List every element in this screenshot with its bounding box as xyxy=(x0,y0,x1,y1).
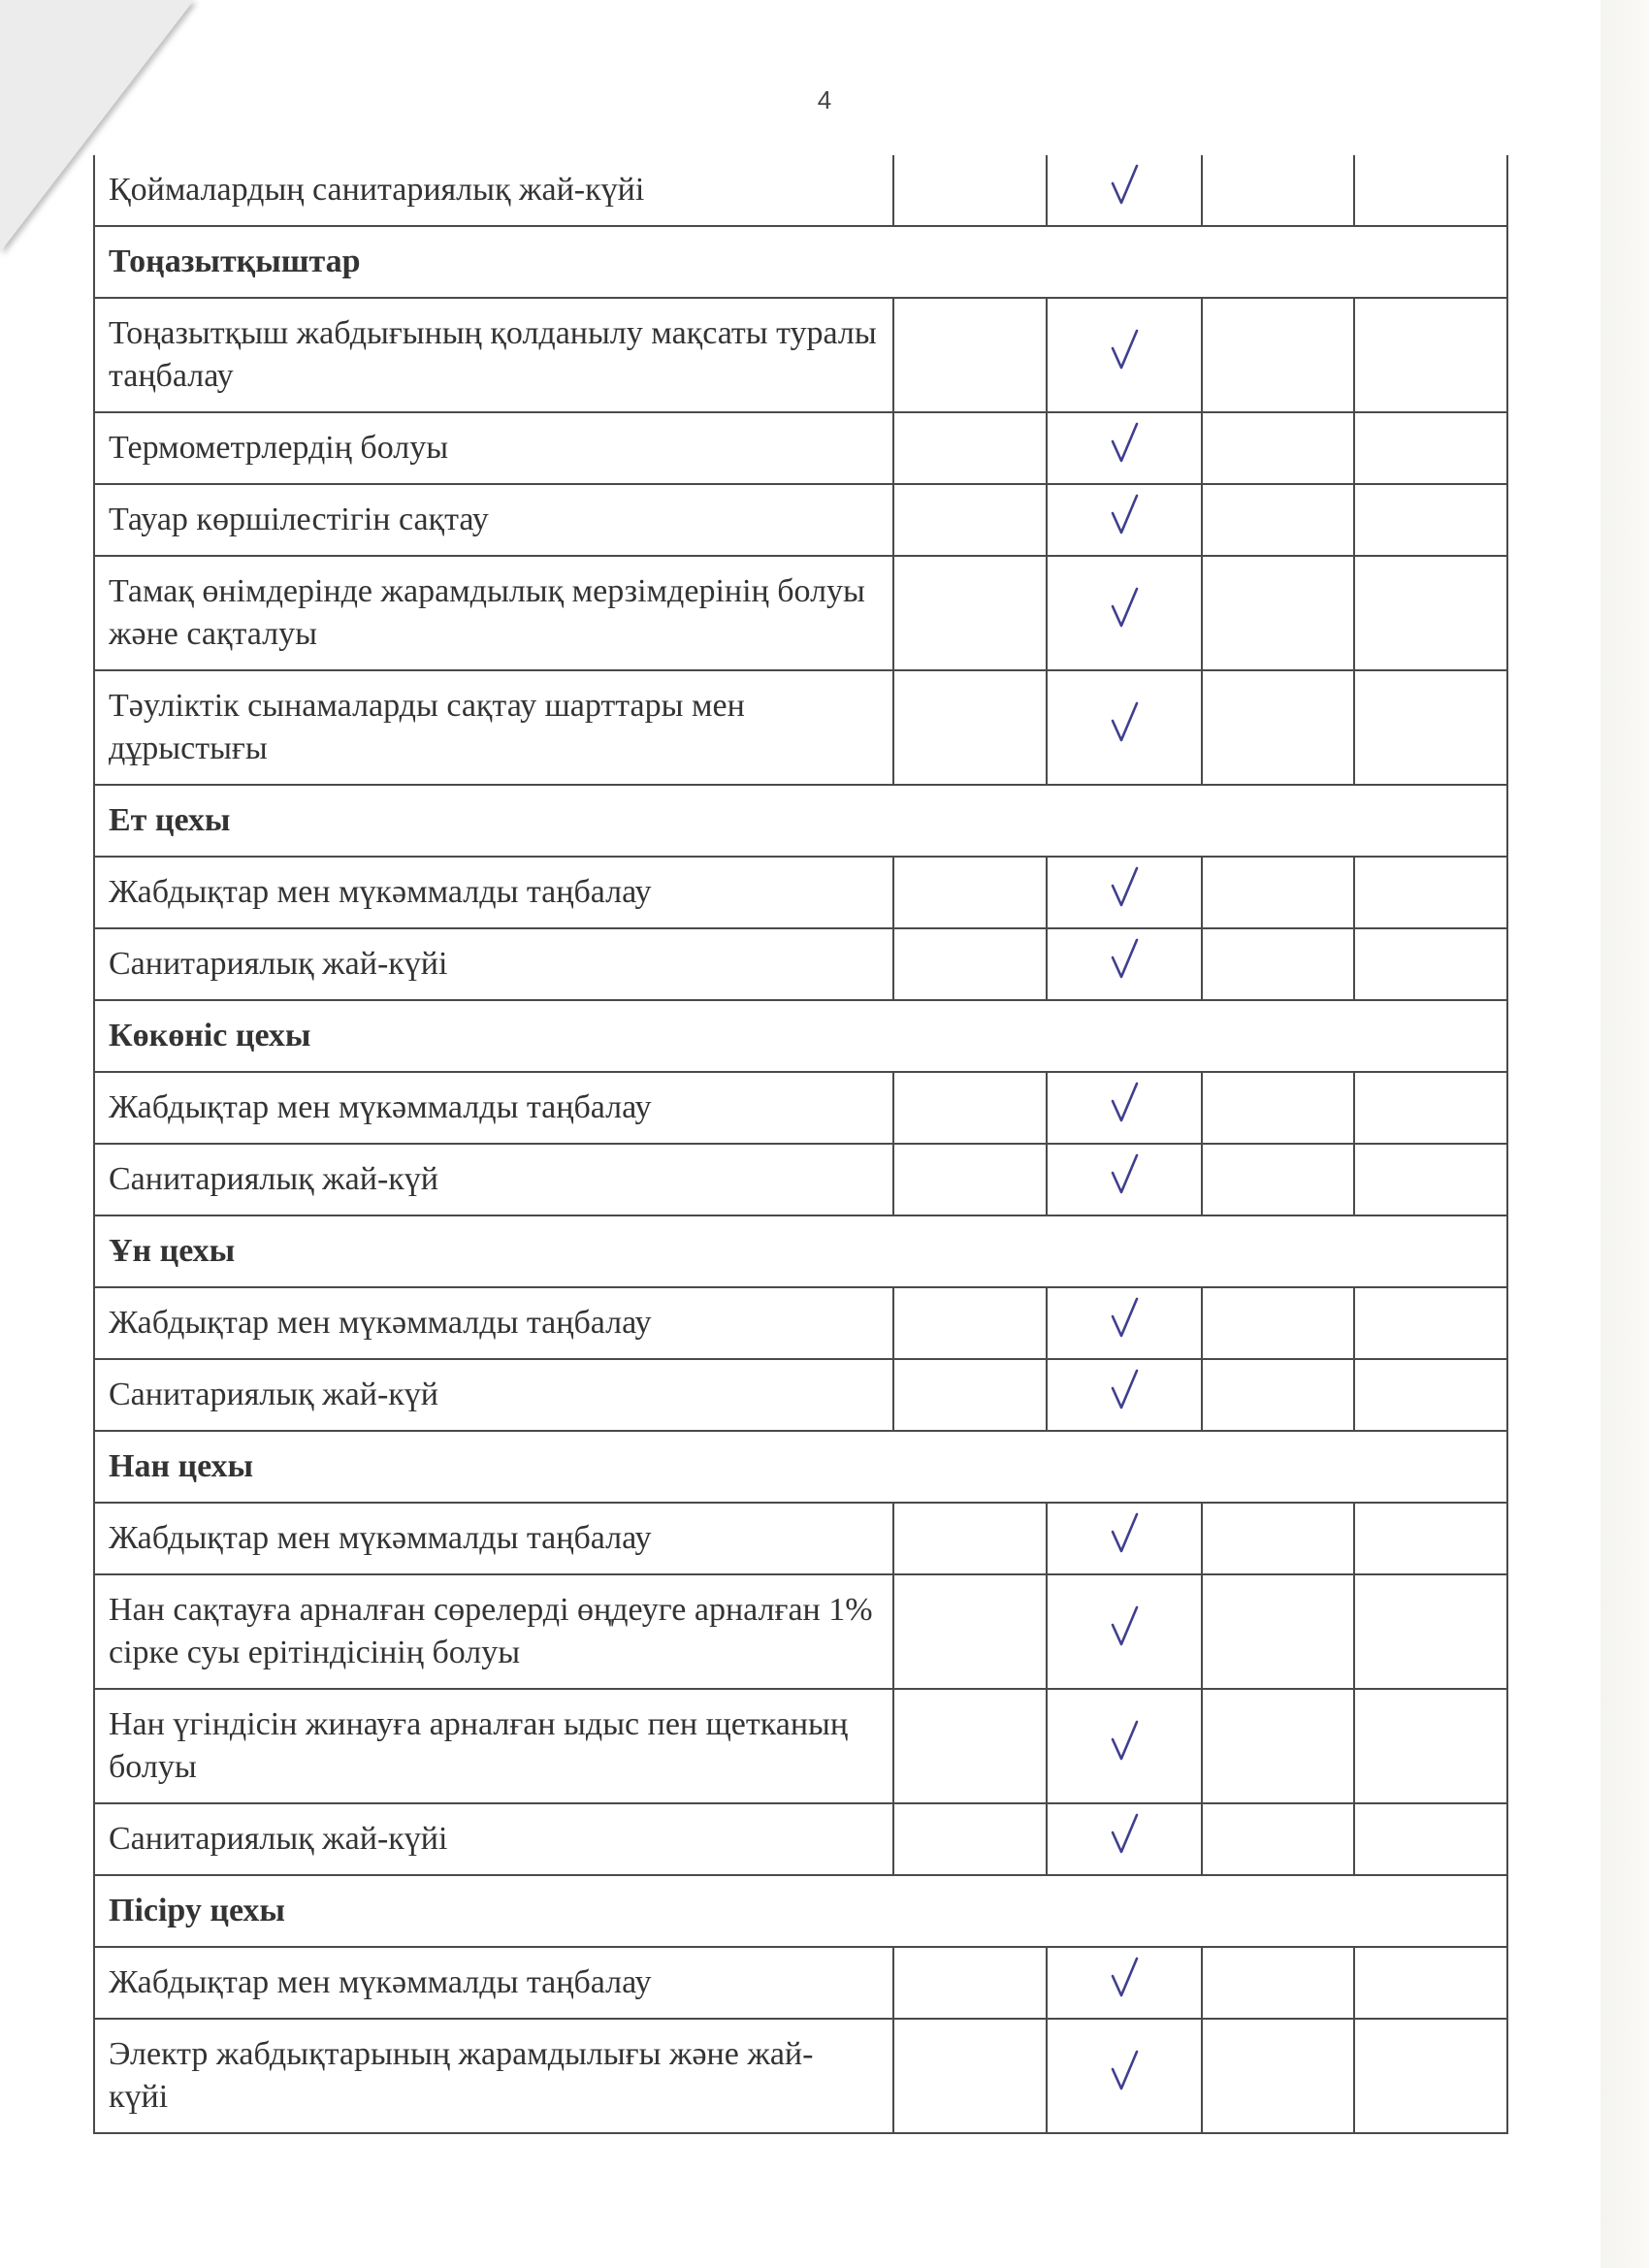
section-row xyxy=(94,226,1507,298)
mark-cell-1[interactable] xyxy=(893,857,1047,928)
mark-cell-4[interactable] xyxy=(1354,1503,1507,1574)
criterion-label: Жабдықтар мен мүкәммалды таңбалау xyxy=(94,857,893,928)
mark-cell-3[interactable] xyxy=(1202,484,1354,556)
table-row xyxy=(94,857,1507,928)
mark-cell-3[interactable] xyxy=(1202,412,1354,484)
table-row xyxy=(94,1287,1507,1359)
scan-edge xyxy=(1600,0,1649,2268)
criterion-label: Санитариялық жай-күйі xyxy=(94,1803,893,1875)
checkmark-icon xyxy=(1105,1078,1144,1126)
table-row xyxy=(94,1689,1507,1803)
mark-cell-2[interactable] xyxy=(1047,412,1202,484)
table-row xyxy=(94,1574,1507,1689)
table-row xyxy=(94,1144,1507,1215)
criterion-label: Тоңазытқыш жабдығының қолданылу мақсаты туралы таңбалау xyxy=(94,298,893,412)
section-row xyxy=(94,1875,1507,1947)
mark-cell-4[interactable] xyxy=(1354,155,1507,226)
criterion-label: Жабдықтар мен мүкәммалды таңбалау xyxy=(94,1947,893,2019)
table-row xyxy=(94,412,1507,484)
mark-cell-2[interactable] xyxy=(1047,298,1202,412)
mark-cell-4[interactable] xyxy=(1354,928,1507,1000)
mark-cell-1[interactable] xyxy=(893,556,1047,670)
mark-cell-3[interactable] xyxy=(1202,1287,1354,1359)
checkmark-icon xyxy=(1105,1809,1144,1858)
mark-cell-3[interactable] xyxy=(1202,928,1354,1000)
mark-cell-2[interactable] xyxy=(1047,1503,1202,1574)
section-heading: Тоңазытқыштар xyxy=(94,226,1507,298)
mark-cell-1[interactable] xyxy=(893,1574,1047,1689)
checkmark-icon xyxy=(1105,490,1144,538)
mark-cell-4[interactable] xyxy=(1354,857,1507,928)
checkmark-icon xyxy=(1105,1953,1144,2001)
checkmark-icon xyxy=(1105,1716,1144,1765)
table-row xyxy=(94,928,1507,1000)
mark-cell-4[interactable] xyxy=(1354,1689,1507,1803)
table-row xyxy=(94,1072,1507,1144)
criterion-label: Жабдықтар мен мүкәммалды таңбалау xyxy=(94,1287,893,1359)
mark-cell-3[interactable] xyxy=(1202,1574,1354,1689)
criterion-label: Термометрлердің болуы xyxy=(94,412,893,484)
mark-cell-2[interactable] xyxy=(1047,2019,1202,2133)
criterion-label: Нан үгіндісін жинауға арналған ыдыс пен щетканың болуы xyxy=(94,1689,893,1803)
mark-cell-4[interactable] xyxy=(1354,412,1507,484)
table-row xyxy=(94,484,1507,556)
mark-cell-3[interactable] xyxy=(1202,1359,1354,1431)
checkmark-icon xyxy=(1105,418,1144,467)
criterion-label: Электр жабдықтарының жарамдылығы және жай-күйі xyxy=(94,2019,893,2133)
criterion-label: Тәуліктік сынамаларды сақтау шарттары мен дұрыстығы xyxy=(94,670,893,785)
mark-cell-3[interactable] xyxy=(1202,2019,1354,2133)
mark-cell-2[interactable] xyxy=(1047,1803,1202,1875)
mark-cell-2[interactable] xyxy=(1047,1287,1202,1359)
mark-cell-3[interactable] xyxy=(1202,1503,1354,1574)
mark-cell-4[interactable] xyxy=(1354,1144,1507,1215)
criterion-label: Тауар көршілестігін сақтау xyxy=(94,484,893,556)
table-row xyxy=(94,298,1507,412)
mark-cell-3[interactable] xyxy=(1202,1072,1354,1144)
mark-cell-4[interactable] xyxy=(1354,1947,1507,2019)
mark-cell-3[interactable] xyxy=(1202,155,1354,226)
checkmark-icon xyxy=(1105,1365,1144,1413)
mark-cell-2[interactable] xyxy=(1047,1574,1202,1689)
mark-cell-2[interactable] xyxy=(1047,1144,1202,1215)
criterion-label: Жабдықтар мен мүкәммалды таңбалау xyxy=(94,1503,893,1574)
table-row xyxy=(94,2019,1507,2133)
checkmark-icon xyxy=(1105,1602,1144,1650)
section-heading: Нан цехы xyxy=(94,1431,1507,1503)
mark-cell-1[interactable] xyxy=(893,484,1047,556)
section-row xyxy=(94,785,1507,857)
checklist-body xyxy=(94,155,1507,2133)
mark-cell-3[interactable] xyxy=(1202,298,1354,412)
mark-cell-1[interactable] xyxy=(893,1359,1047,1431)
checkmark-icon xyxy=(1105,1150,1144,1198)
checkmark-icon xyxy=(1105,862,1144,911)
mark-cell-4[interactable] xyxy=(1354,1287,1507,1359)
mark-cell-1[interactable] xyxy=(893,1503,1047,1574)
section-row xyxy=(94,1215,1507,1287)
table-row xyxy=(94,670,1507,785)
mark-cell-3[interactable] xyxy=(1202,1144,1354,1215)
checkmark-icon xyxy=(1105,1293,1144,1342)
mark-cell-4[interactable] xyxy=(1354,556,1507,670)
inspection-checklist-table xyxy=(93,155,1508,2134)
mark-cell-3[interactable] xyxy=(1202,1803,1354,1875)
checkmark-icon xyxy=(1105,2046,1144,2094)
mark-cell-3[interactable] xyxy=(1202,1947,1354,2019)
mark-cell-4[interactable] xyxy=(1354,2019,1507,2133)
criterion-label: Нан сақтауға арналған сөрелерді өңдеуге арналған 1% сірке суы ерітіндісінің болуы xyxy=(94,1574,893,1689)
mark-cell-3[interactable] xyxy=(1202,857,1354,928)
table-row xyxy=(94,1803,1507,1875)
mark-cell-3[interactable] xyxy=(1202,1689,1354,1803)
mark-cell-1[interactable] xyxy=(893,2019,1047,2133)
mark-cell-1[interactable] xyxy=(893,412,1047,484)
mark-cell-2[interactable] xyxy=(1047,556,1202,670)
mark-cell-2[interactable] xyxy=(1047,1689,1202,1803)
mark-cell-1[interactable] xyxy=(893,1287,1047,1359)
section-heading: Ұн цехы xyxy=(94,1215,1507,1287)
mark-cell-1[interactable] xyxy=(893,298,1047,412)
checkmark-icon xyxy=(1105,583,1144,632)
mark-cell-2[interactable] xyxy=(1047,484,1202,556)
mark-cell-4[interactable] xyxy=(1354,298,1507,412)
mark-cell-2[interactable] xyxy=(1047,857,1202,928)
mark-cell-4[interactable] xyxy=(1354,1072,1507,1144)
table-row xyxy=(94,155,1507,226)
mark-cell-4[interactable] xyxy=(1354,1574,1507,1689)
mark-cell-2[interactable] xyxy=(1047,670,1202,785)
criterion-label: Санитариялық жай-күйі xyxy=(94,928,893,1000)
section-heading: Пісіру цехы xyxy=(94,1875,1507,1947)
mark-cell-2[interactable] xyxy=(1047,1947,1202,2019)
criterion-label: Санитариялық жай-күй xyxy=(94,1144,893,1215)
table-row xyxy=(94,1503,1507,1574)
mark-cell-2[interactable] xyxy=(1047,155,1202,226)
criterion-label: Жабдықтар мен мүкәммалды таңбалау xyxy=(94,1072,893,1144)
mark-cell-4[interactable] xyxy=(1354,484,1507,556)
mark-cell-1[interactable] xyxy=(893,1144,1047,1215)
mark-cell-2[interactable] xyxy=(1047,1072,1202,1144)
criterion-label: Санитариялық жай-күй xyxy=(94,1359,893,1431)
mark-cell-1[interactable] xyxy=(893,670,1047,785)
section-row xyxy=(94,1000,1507,1072)
mark-cell-1[interactable] xyxy=(893,155,1047,226)
section-heading: Көкөніс цехы xyxy=(94,1000,1507,1072)
mark-cell-1[interactable] xyxy=(893,1947,1047,2019)
table-row xyxy=(94,1359,1507,1431)
checkmark-icon xyxy=(1105,1508,1144,1557)
mark-cell-4[interactable] xyxy=(1354,1803,1507,1875)
checkmark-icon xyxy=(1105,160,1144,209)
mark-cell-1[interactable] xyxy=(893,1072,1047,1144)
mark-cell-3[interactable] xyxy=(1202,556,1354,670)
mark-cell-4[interactable] xyxy=(1354,670,1507,785)
checkmark-icon xyxy=(1105,934,1144,983)
mark-cell-2[interactable] xyxy=(1047,928,1202,1000)
mark-cell-3[interactable] xyxy=(1202,670,1354,785)
section-heading: Ет цехы xyxy=(94,785,1507,857)
criterion-label: Тамақ өнімдерінде жарамдылық мерзімдерінің болуы және сақталуы xyxy=(94,556,893,670)
mark-cell-1[interactable] xyxy=(893,928,1047,1000)
mark-cell-1[interactable] xyxy=(893,1803,1047,1875)
mark-cell-2[interactable] xyxy=(1047,1359,1202,1431)
criterion-label: Қоймалардың санитариялық жай-күйі xyxy=(94,155,893,226)
checkmark-icon xyxy=(1105,325,1144,373)
checkmark-icon xyxy=(1105,697,1144,746)
table-row xyxy=(94,1947,1507,2019)
section-row xyxy=(94,1431,1507,1503)
mark-cell-4[interactable] xyxy=(1354,1359,1507,1431)
page-number: 4 xyxy=(817,85,832,114)
mark-cell-1[interactable] xyxy=(893,1689,1047,1803)
table-row xyxy=(94,556,1507,670)
